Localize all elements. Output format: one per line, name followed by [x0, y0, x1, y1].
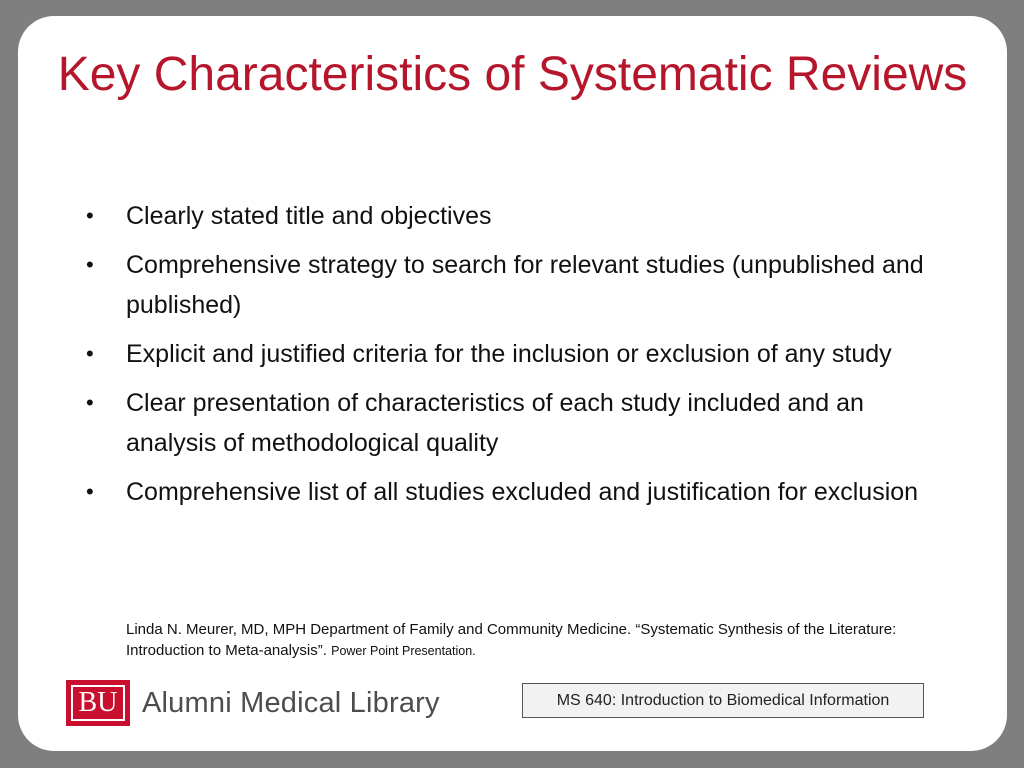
bullet-item: [86, 472, 946, 512]
bullet-item: [86, 383, 946, 463]
bullet-text: Comprehensive list of all studies excluded and justification for exclusion: [126, 478, 919, 506]
bullet-dot: •: [86, 390, 94, 415]
course-label: [522, 683, 924, 718]
course-text: MS 640: Introduction to Biomedical Information: [556, 691, 890, 709]
library-name: Alumni Medical Library: [142, 686, 440, 719]
bullet-text: Clearly stated title and objectives: [126, 202, 492, 230]
bullet-item: [86, 334, 946, 374]
slide-title: Key Characteristics of Systematic Reviews: [57, 48, 968, 101]
bullet-dot: •: [86, 341, 94, 366]
bullet-item: [86, 196, 946, 236]
slide: [18, 16, 1007, 751]
library-logo: [66, 680, 440, 726]
bullet-list: [86, 196, 946, 521]
bullet-dot: •: [86, 203, 94, 228]
bullet-dot: •: [86, 479, 94, 504]
bu-logo-mark: [66, 680, 130, 726]
citation: [126, 619, 946, 662]
bullet-dot: •: [86, 252, 94, 277]
bullet-text: Clear presentation of characteristics of each study included and an analysis of methodological quality: [126, 389, 864, 457]
citation-main: Linda N. Meurer, MD, MPH Department of Family and Community Medicine. “Systematic Synthesis of the Literature: Introduction to Meta-analysis”.: [126, 621, 897, 659]
bullet-item: [86, 245, 946, 325]
bu-logo-letters: BU: [71, 685, 125, 721]
bullet-text: Comprehensive strategy to search for relevant studies (unpublished and published): [126, 251, 924, 319]
citation-small: Power Point Presentation.: [331, 644, 476, 658]
bullet-text: Explicit and justified criteria for the inclusion or exclusion of any study: [126, 340, 892, 368]
